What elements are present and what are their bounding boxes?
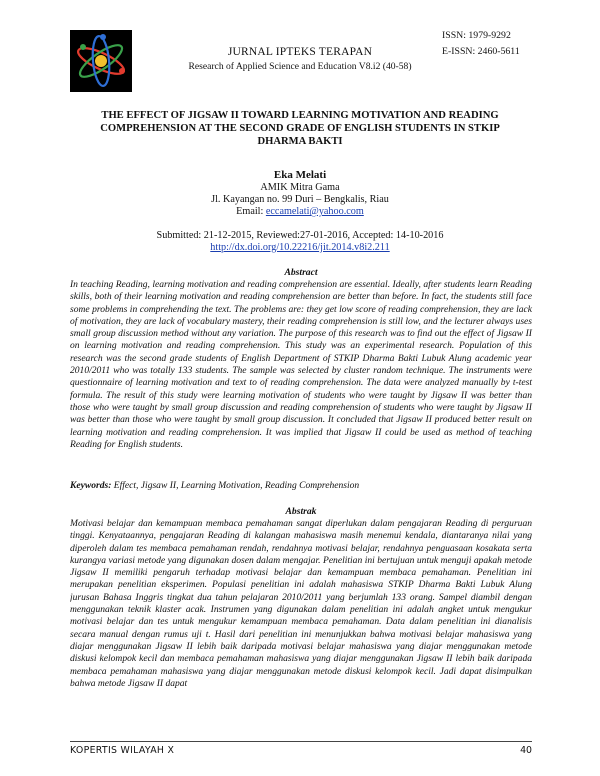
abstrak-heading: Abstrak — [285, 506, 317, 517]
keywords — [70, 480, 532, 491]
author-name: Eka Melati — [273, 169, 327, 181]
page-number: 40 — [520, 745, 532, 756]
journal-subtitle: Research of Applied Science and Education V8.i2 (40-58) — [188, 61, 412, 72]
abstract-heading: Abstract — [284, 267, 318, 278]
abstract-text: In teaching Reading, learning motivation and reading comprehension are essential. Ideally, after students learn Reading skills, both of their learning motivation and reading comprehension are better than before. In fact, the students still face some problems in comprehending the text. The problems are: they get low score of reading comprehension, they are lack of motivation, they are lack of vocabulary mastery, their reading comprehension is still low, and the lecturer always uses small group discussion method without any variation. The purpose of this research was to find out the effect of Jigsaw II on learning motivation and reading comprehension. This study was an experimental research. Population of this research was the second grade students of English Department of STKIP Dharma Bakti Lubuk Alung academic year 2010/2011 who was totally 133 students. The sample was selected by cluster random technique. The instruments were questionnaire of learning motivation and text to of reading comprehension. The data were analyzed manually by t-test formula. The result of this study were learning motivation of students who were taught by Jigsaw II was better than those who were taught by small group discussion and reading comprehension of students who were taught by Jigsaw II was better than those who were taught by small group discussion. It concluded that Jigsaw II produced better result on learning motivation and reading comprehension. It was implied that Jigsaw II could be used as method of teaching Reading for English students. — [70, 279, 532, 450]
e-issn: E-ISSN: 2460-5611 — [442, 46, 520, 57]
footer-divider — [70, 741, 532, 742]
journal-title: JURNAL IPTEKS TERAPAN — [227, 46, 373, 58]
author-affiliation: AMIK Mitra Gama — [260, 182, 340, 193]
atom-logo-icon — [70, 30, 132, 92]
abstrak-text: Motivasi belajar dan kemampuan membaca pemahaman sangat diperlukan dalam pengajaran Reading di perguruan tinggi. Kenyataannya, pengajaran Reading di kalangan mahasiswa masih menemui kendala, diantaranya nilai yang diperoleh dalam tes membaca pemahaman rendah, rendahnya motivasi belajar, rendahnya penguasaan kosakata serta kurangya variasi metode yang digunakan dosen dalam mengajar. Penelitian ini bertujuan untuk menguji apakah metode Jigsaw II memiliki pengaruh terhadap motivasi belajar dan kemampuan membaca pemahaman. Penelitian ini merupakan penelitian eksperimen. Populasi penelitian ini adalah mahasiswa STKIP Dharma Bakti Lubuk Alung jurusan Bahasa Inggris tingkat dua tahun pelajaran 2010/2011 yang berjumlah 133 orang. Sampel diambil dengan menggunakan teknik klaster acak. Instrumen yang digunakan dalam penelitian ini adalah angket untuk mengukur motivasi belajar dan tes untuk mengukur kemampuan membaca pemahaman. Data dalam penelitian ini dianalisis secara manual dengan rumus uji t. Hasil dari penelitian ini menunjukkan bahwa motivasi belajar mahasiswa yang diajar menggunakan Jigsaw II lebih baik daripada motivasi belajar mahasiswa yang diajar menggunakan metode diskusi kelompok kecil dan membaca pemahaman mahasiswa yang diajar menggunakan Jigsaw II lebih baik daripada membaca pemahaman mahasiswa yang diajar menggunakan metode diskusi kelompok kecil. Jadi dapat disimpulkan bahwa metode Jigsaw II dapat — [70, 518, 532, 689]
footer-publisher: KOPERTIS WILAYAH X — [70, 745, 175, 756]
keywords-label: Keywords: — [70, 480, 112, 491]
email-label: Email: — [236, 206, 266, 217]
doi-row — [90, 242, 510, 253]
author-address: Jl. Kayangan no. 99 Duri – Bengkalis, Riau — [211, 194, 389, 205]
keywords-list: Effect, Jigsaw II, Learning Motivation, Reading Comprehension — [111, 480, 360, 491]
doi-link[interactable]: http://dx.doi.org/10.22216/jit.2014.v8i2.211 — [210, 242, 390, 253]
paper-title: THE EFFECT OF JIGSAW II TOWARD LEARNING MOTIVATION AND READING COMPREHENSION AT THE SECOND GRADE OF ENGLISH STUDENTS IN STKIP DHARMA BAKTI — [100, 110, 500, 147]
author-email-row — [90, 206, 510, 217]
issn: ISSN: 1979-9292 — [442, 30, 511, 41]
email-link[interactable]: eccamelati@yahoo.com — [265, 206, 364, 217]
submission-dates: Submitted: 21-12-2015, Reviewed:27-01-2016, Accepted: 14-10-2016 — [156, 230, 444, 241]
